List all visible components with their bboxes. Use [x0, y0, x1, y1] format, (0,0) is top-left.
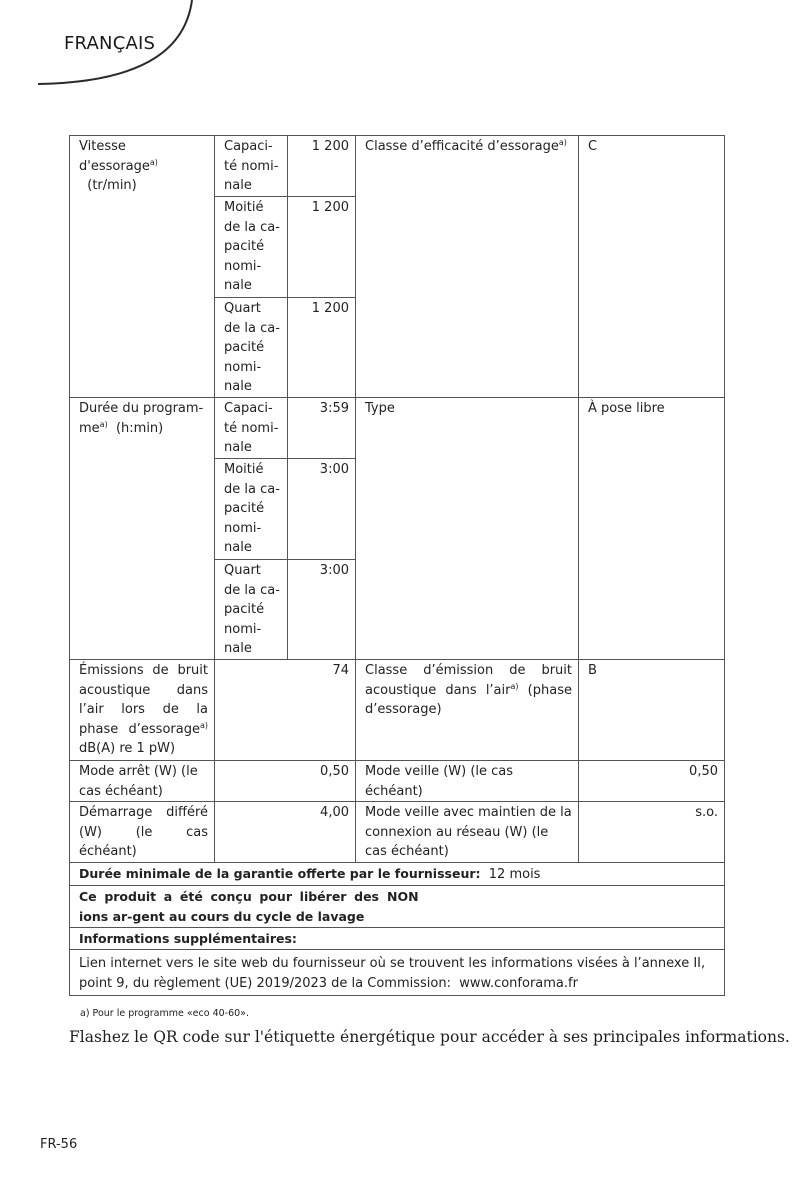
off-mode-value: 0,50 — [215, 761, 356, 802]
networked-standby-value: s.o. — [579, 802, 725, 863]
silver-ions-value: NON — [387, 889, 419, 904]
capacity-label: Moitié de la ca-pacité nomi-nale — [215, 459, 288, 560]
type-value: À pose libre — [579, 398, 725, 660]
spin-speed-label-cell — [70, 136, 215, 398]
spin-class-sup: a) — [558, 138, 567, 147]
warranty-value: 12 mois — [488, 867, 541, 882]
supplier-link-row — [70, 950, 725, 996]
spin-speed-unit: (tr/min) — [87, 178, 137, 193]
noise-label: Émissions de bruit acoustique dans l’air lors de la phase d’essorage — [79, 663, 208, 737]
product-info-table — [69, 135, 725, 996]
spin-speed-sup: a) — [149, 157, 158, 167]
language-label: FRANÇAIS — [64, 33, 156, 54]
off-mode-row — [70, 761, 725, 802]
standby-value: 0,50 — [579, 761, 725, 802]
noise-class-label-cell — [356, 660, 579, 761]
spin-speed-value: 1 200 — [288, 136, 356, 197]
networked-standby-label: Mode veille avec maintien de la connexion au réseau (W) (le cas échéant) — [356, 802, 579, 863]
duration-value: 3:59 — [288, 398, 356, 459]
footnote: a) Pour le programme «eco 40-60». — [80, 1008, 250, 1019]
noise-class-label-suffix: (phase d’essorage) — [365, 682, 572, 717]
additional-info-label: Informations supplémentaires: — [70, 928, 725, 950]
page-number: FR-56 — [40, 1137, 78, 1152]
duration-value: 3:00 — [288, 560, 356, 660]
noise-class-value: B — [579, 660, 725, 761]
spin-speed-value: 1 200 — [288, 298, 356, 398]
spin-speed-row — [70, 136, 725, 197]
spin-class-value: C — [579, 136, 725, 398]
noise-value: 74 — [215, 660, 356, 761]
warranty-label: Durée minimale de la garantie offerte par le fournisseur: — [79, 866, 481, 881]
additional-info-row — [70, 928, 725, 950]
supplier-link-url[interactable]: www.conforama.fr — [459, 975, 578, 991]
capacity-label: Capaci-té nomi-nale — [215, 398, 288, 459]
supplier-link-text: Lien internet vers le site web du fournisseur où se trouvent les informations visées à l’annexe II, point 9, du règlement (UE) 2019/2023 de la Commission: — [79, 956, 706, 991]
spin-speed-label: Vitesse d'essorage — [79, 139, 150, 174]
duration-label: Durée du program-me — [79, 401, 204, 436]
spin-class-label-cell — [356, 136, 579, 398]
duration-sup: a) — [99, 419, 108, 429]
capacity-label: Moitié de la ca-pacité nomi-nale — [215, 197, 288, 298]
silver-ions-label: Ce produit a été conçu pour libérer des ions ar-gent au cours du cycle de lavage — [79, 889, 379, 924]
noise-label-cell — [70, 660, 215, 761]
supplier-link-cell — [70, 950, 725, 996]
noise-class-sup: a) — [510, 681, 519, 691]
type-label: Type — [356, 398, 579, 660]
noise-row — [70, 660, 725, 761]
off-mode-label: Mode arrêt (W) (le cas échéant) — [70, 761, 215, 802]
noise-sup: a) — [199, 720, 208, 730]
delay-start-row — [70, 802, 725, 863]
capacity-label: Capaci-té nomi-nale — [215, 136, 288, 197]
capacity-label: Quart de la ca-pacité nomi-nale — [215, 560, 288, 660]
duration-label-cell — [70, 398, 215, 660]
programme-duration-row — [70, 398, 725, 459]
capacity-label: Quart de la ca-pacité nomi-nale — [215, 298, 288, 398]
silver-ions-row — [70, 886, 725, 928]
spin-class-label: Classe d’efficacité d’essorage — [365, 139, 559, 154]
noise-class-label: Classe d’émission de bruit acoustique dans l’air — [365, 663, 572, 698]
standby-label: Mode veille (W) (le cas échéant) — [356, 761, 579, 802]
delay-start-value: 4,00 — [215, 802, 356, 863]
spin-speed-value: 1 200 — [288, 197, 356, 298]
delay-start-label: Démarrage différé (W) (le cas échéant) — [70, 802, 215, 863]
warranty-row — [70, 863, 725, 886]
qr-code-instruction: Flashez le QR code sur l'étiquette énergétique pour accéder à ses principales informations. — [69, 1028, 790, 1046]
duration-unit: (h:min) — [115, 420, 164, 436]
noise-unit: dB(A) re 1 pW) — [79, 741, 176, 756]
warranty-cell — [70, 863, 725, 886]
duration-value: 3:00 — [288, 459, 356, 560]
